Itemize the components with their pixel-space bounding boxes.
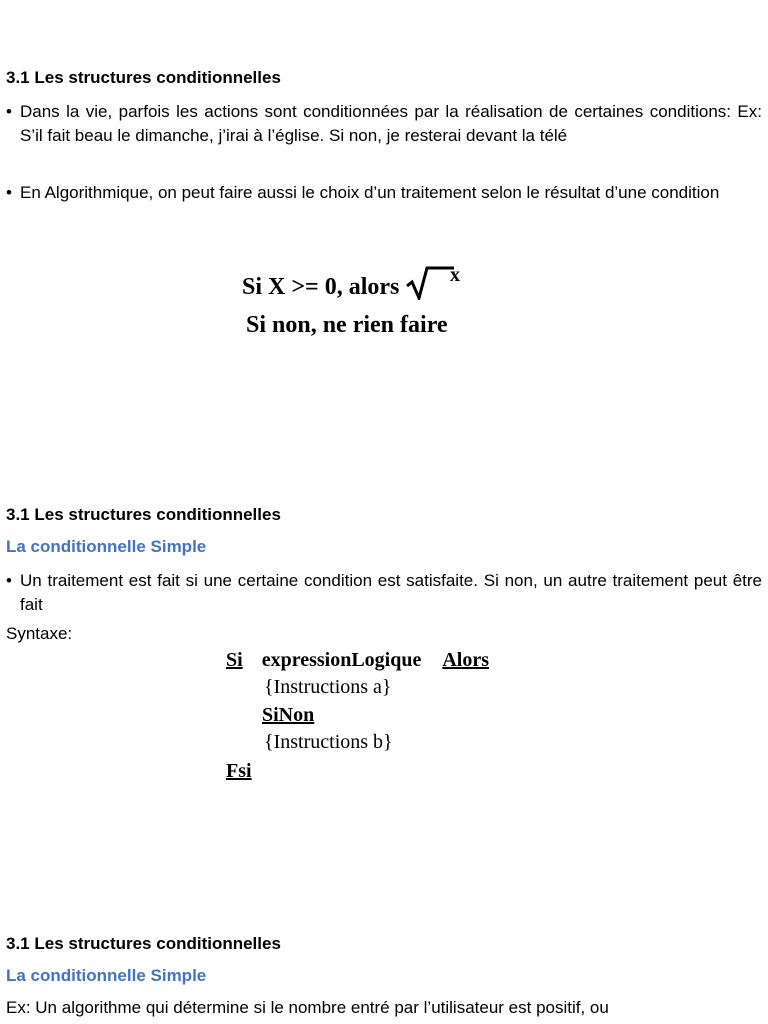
formula-condition: Si X >= 0, alors bbox=[242, 274, 400, 300]
bullet-text: Dans la vie, parfois les actions sont conditionnées par la réalisation de certaines conditions: Ex: S’il fait beau le dimanche, j’irai à l’église. Si non, je resterai devant la télé bbox=[20, 102, 762, 145]
keyword-sinon: SiNon bbox=[262, 704, 315, 726]
slide1-bullet-1 bbox=[6, 100, 762, 148]
slide2-title: 3.1 Les structures conditionnelles bbox=[6, 505, 281, 524]
expression-logique: expressionLogique bbox=[261, 649, 422, 671]
syntax-instructions-b: {Instructions b} bbox=[264, 731, 393, 753]
bullet-icon: • bbox=[6, 571, 12, 590]
syntax-label: Syntaxe: bbox=[6, 624, 73, 643]
slide3-title: 3.1 Les structures conditionnelles bbox=[6, 934, 281, 953]
bullet-text: Un traitement est fait si une certaine condition est satisfaite. Si non, un autre traitement peut être fait bbox=[20, 571, 762, 614]
bullet-text: En Algorithmique, on peut faire aussi le choix d’un traitement selon le résultat d’une condition bbox=[20, 183, 720, 202]
bullet-icon: • bbox=[6, 102, 12, 121]
formula-line-1 bbox=[242, 264, 460, 301]
syntax-instructions-a: {Instructions a} bbox=[264, 676, 392, 698]
slide1-bullet-2 bbox=[6, 181, 762, 205]
formula-radicand: x bbox=[450, 264, 460, 286]
slide3-subtitle: La conditionnelle Simple bbox=[6, 966, 207, 985]
bullet-icon: • bbox=[6, 183, 12, 202]
formula-line-2: Si non, ne rien faire bbox=[246, 312, 448, 338]
keyword-alors: Alors bbox=[442, 649, 490, 671]
slide2-subtitle: La conditionnelle Simple bbox=[6, 537, 207, 556]
slide1-title: 3.1 Les structures conditionnelles bbox=[6, 68, 281, 87]
slide2-bullet-1 bbox=[6, 569, 762, 617]
syntax-line-si bbox=[226, 649, 489, 672]
keyword-si: Si bbox=[226, 649, 243, 671]
keyword-fsi: Fsi bbox=[226, 760, 252, 782]
sqrt-icon bbox=[405, 266, 455, 300]
slide3-text: Ex: Un algorithme qui détermine si le nombre entré par l’utilisateur est positif, ou bbox=[6, 998, 609, 1017]
